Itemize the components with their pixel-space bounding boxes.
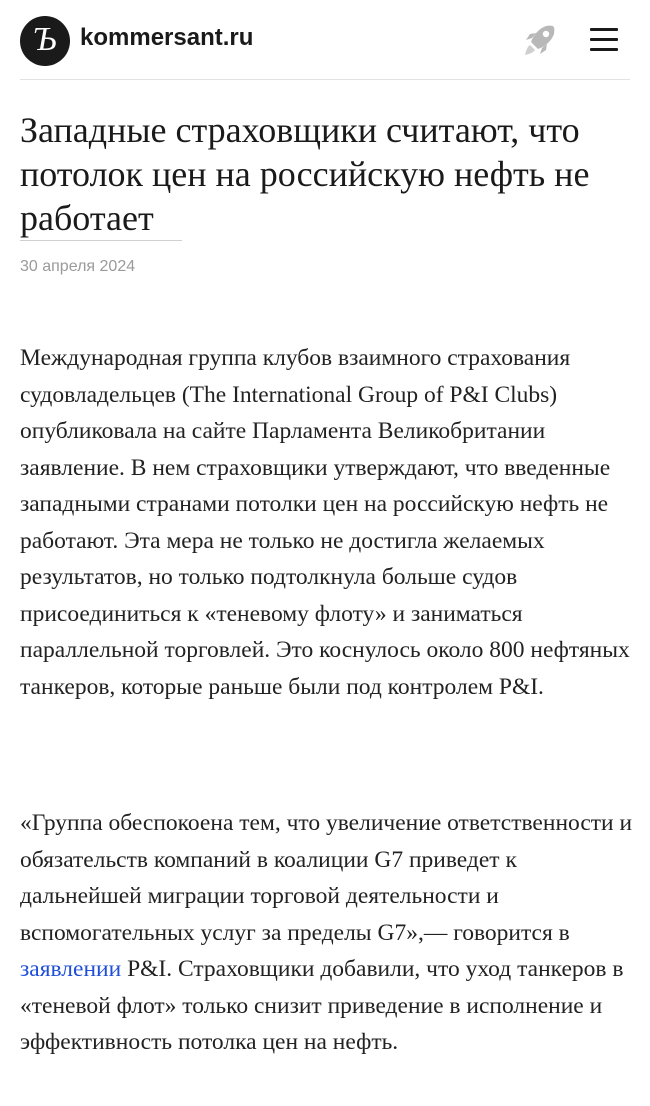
article-title: Западные страховщики считают, что потолок цен на российскую нефть не работает [20, 110, 590, 238]
article-paragraph-2 [20, 805, 635, 1061]
hamburger-menu-icon[interactable] [590, 28, 618, 52]
logo-glyph: Ъ [33, 21, 57, 58]
article-date: 30 апреля 2024 [20, 258, 136, 275]
site-header [0, 0, 650, 80]
header-divider [20, 79, 630, 80]
paragraph-2-text-start: «Группа обеспокоена тем, что увеличение ответственности и обязательств компаний в коалиции G7 приведет к дальнейшей миграции торговой деятельности и вспомогательных услуг за пределы G7»,— говорится в [20, 810, 633, 946]
article-paragraph-1: Международная группа клубов взаимного страхования судовладельцев (The International Group of P&I Clubs) опубликовала на сайте Парламента Великобритании заявление. В нем страховщики утверждают, что введенные западными странами потолки цен на российскую нефть не работают. Эта мера не только не достигла желаемых результатов, но только подтолкнула больше судов присоединиться к «теневому флоту» и заниматься параллельной торговлей. Это коснулось около 800 нефтяных танкеров, которые раньше были под контролем P&I. [20, 345, 630, 700]
rocket-icon[interactable] [520, 20, 560, 60]
site-name-link[interactable]: kommersant.ru [80, 24, 254, 51]
statement-link[interactable]: заявлении [20, 956, 122, 982]
kommersant-logo[interactable] [20, 16, 70, 66]
paragraph-2-text-end: P&I. Страховщики добавили, что уход танкеров в «теневой флот» только снизит приведение в исполнение и эффективность потолка цен на нефть. [20, 956, 624, 1055]
title-divider [20, 240, 182, 241]
